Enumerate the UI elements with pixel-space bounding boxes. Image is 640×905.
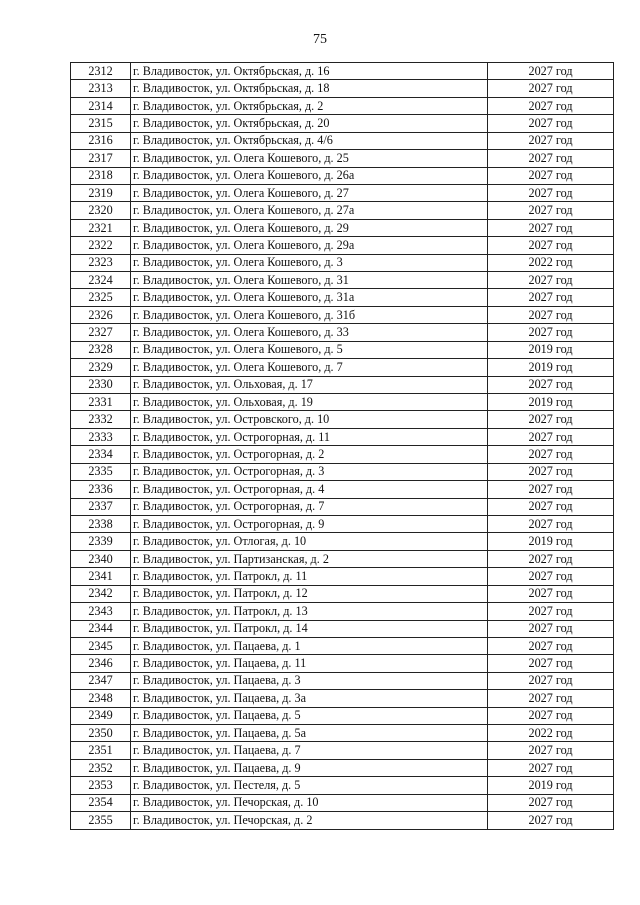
- row-address: г. Владивосток, ул. Октябрьская, д. 18: [131, 80, 488, 97]
- table-row: [71, 533, 614, 550]
- table-row: [71, 725, 614, 742]
- row-address: г. Владивосток, ул. Октябрьская, д. 4/6: [131, 132, 488, 149]
- row-address: г. Владивосток, ул. Олега Кошевого, д. 27а: [131, 202, 488, 219]
- table-row: [71, 359, 614, 376]
- table-row: [71, 759, 614, 776]
- table-row: [71, 272, 614, 289]
- row-year: 2027 год: [488, 742, 614, 759]
- row-address: г. Владивосток, ул. Пестеля, д. 5: [131, 777, 488, 794]
- row-year: 2027 год: [488, 289, 614, 306]
- row-address: г. Владивосток, ул. Печорская, д. 10: [131, 794, 488, 811]
- row-address: г. Владивосток, ул. Острогорная, д. 4: [131, 481, 488, 498]
- row-number: 2339: [71, 533, 131, 550]
- row-number: 2314: [71, 97, 131, 114]
- row-address: г. Владивосток, ул. Ольховая, д. 19: [131, 394, 488, 411]
- row-year: 2027 год: [488, 272, 614, 289]
- table-row: [71, 672, 614, 689]
- row-number: 2350: [71, 725, 131, 742]
- row-year: 2027 год: [488, 97, 614, 114]
- row-year: 2027 год: [488, 324, 614, 341]
- row-address: г. Владивосток, ул. Олега Кошевого, д. 26а: [131, 167, 488, 184]
- row-year: 2027 год: [488, 202, 614, 219]
- table-row: [71, 324, 614, 341]
- table-row: [71, 603, 614, 620]
- table-row: [71, 80, 614, 97]
- row-address: г. Владивосток, ул. Олега Кошевого, д. 3: [131, 254, 488, 271]
- table-row: [71, 794, 614, 811]
- row-year: 2019 год: [488, 777, 614, 794]
- table-row: [71, 446, 614, 463]
- row-address: г. Владивосток, ул. Пацаева, д. 5а: [131, 725, 488, 742]
- row-address: г. Владивосток, ул. Острогорная, д. 3: [131, 463, 488, 480]
- table-row: [71, 812, 614, 829]
- row-year: 2022 год: [488, 254, 614, 271]
- row-address: г. Владивосток, ул. Патрокл, д. 12: [131, 585, 488, 602]
- row-year: 2027 год: [488, 672, 614, 689]
- row-number: 2335: [71, 463, 131, 480]
- table-row: [71, 184, 614, 201]
- row-year: 2027 год: [488, 481, 614, 498]
- row-year: 2022 год: [488, 725, 614, 742]
- row-year: 2027 год: [488, 306, 614, 323]
- table-row: [71, 655, 614, 672]
- row-year: 2027 год: [488, 411, 614, 428]
- table-row: [71, 568, 614, 585]
- row-year: 2027 год: [488, 167, 614, 184]
- table-row: [71, 707, 614, 724]
- row-number: 2312: [71, 63, 131, 80]
- row-number: 2353: [71, 777, 131, 794]
- table-row: [71, 481, 614, 498]
- row-number: 2322: [71, 237, 131, 254]
- table-row: [71, 777, 614, 794]
- row-year: 2019 год: [488, 394, 614, 411]
- row-number: 2318: [71, 167, 131, 184]
- row-number: 2321: [71, 219, 131, 236]
- row-number: 2329: [71, 359, 131, 376]
- row-number: 2330: [71, 376, 131, 393]
- row-number: 2336: [71, 481, 131, 498]
- housing-registry-table: [70, 62, 614, 830]
- table-row: [71, 254, 614, 271]
- row-address: г. Владивосток, ул. Олега Кошевого, д. 29а: [131, 237, 488, 254]
- row-address: г. Владивосток, ул. Пацаева, д. 11: [131, 655, 488, 672]
- table-row: [71, 150, 614, 167]
- row-year: 2027 год: [488, 237, 614, 254]
- row-number: 2346: [71, 655, 131, 672]
- row-address: г. Владивосток, ул. Патрокл, д. 11: [131, 568, 488, 585]
- row-number: 2324: [71, 272, 131, 289]
- row-number: 2345: [71, 637, 131, 654]
- row-number: 2351: [71, 742, 131, 759]
- table-row: [71, 341, 614, 358]
- row-year: 2027 год: [488, 463, 614, 480]
- row-address: г. Владивосток, ул. Октябрьская, д. 16: [131, 63, 488, 80]
- row-number: 2313: [71, 80, 131, 97]
- row-address: г. Владивосток, ул. Ольховая, д. 17: [131, 376, 488, 393]
- row-number: 2332: [71, 411, 131, 428]
- row-address: г. Владивосток, ул. Острогорная, д. 2: [131, 446, 488, 463]
- row-year: 2027 год: [488, 603, 614, 620]
- table-row: [71, 498, 614, 515]
- table-row: [71, 394, 614, 411]
- row-year: 2027 год: [488, 219, 614, 236]
- row-number: 2326: [71, 306, 131, 323]
- table-row: [71, 132, 614, 149]
- table-row: [71, 620, 614, 637]
- table-row: [71, 202, 614, 219]
- row-number: 2343: [71, 603, 131, 620]
- row-year: 2019 год: [488, 359, 614, 376]
- row-number: 2347: [71, 672, 131, 689]
- row-number: 2334: [71, 446, 131, 463]
- table-row: [71, 585, 614, 602]
- row-number: 2333: [71, 428, 131, 445]
- table-row: [71, 376, 614, 393]
- row-year: 2027 год: [488, 655, 614, 672]
- row-year: 2027 год: [488, 150, 614, 167]
- row-address: г. Владивосток, ул. Острогорная, д. 11: [131, 428, 488, 445]
- table-row: [71, 237, 614, 254]
- table-row: [71, 115, 614, 132]
- row-address: г. Владивосток, ул. Олега Кошевого, д. 31б: [131, 306, 488, 323]
- row-number: 2341: [71, 568, 131, 585]
- table-row: [71, 550, 614, 567]
- row-number: 2348: [71, 690, 131, 707]
- row-address: г. Владивосток, ул. Печорская, д. 2: [131, 812, 488, 829]
- table-row: [71, 463, 614, 480]
- row-address: г. Владивосток, ул. Олега Кошевого, д. 27: [131, 184, 488, 201]
- row-year: 2019 год: [488, 341, 614, 358]
- row-address: г. Владивосток, ул. Пацаева, д. 1: [131, 637, 488, 654]
- row-address: г. Владивосток, ул. Островского, д. 10: [131, 411, 488, 428]
- row-year: 2027 год: [488, 515, 614, 532]
- row-number: 2340: [71, 550, 131, 567]
- table-row: [71, 219, 614, 236]
- row-address: г. Владивосток, ул. Октябрьская, д. 20: [131, 115, 488, 132]
- row-year: 2019 год: [488, 533, 614, 550]
- registry-table-body: [71, 63, 614, 830]
- row-number: 2323: [71, 254, 131, 271]
- row-address: г. Владивосток, ул. Пацаева, д. 7: [131, 742, 488, 759]
- row-number: 2352: [71, 759, 131, 776]
- row-address: г. Владивосток, ул. Пацаева, д. 5: [131, 707, 488, 724]
- row-address: г. Владивосток, ул. Олега Кошевого, д. 29: [131, 219, 488, 236]
- row-address: г. Владивосток, ул. Олега Кошевого, д. 7: [131, 359, 488, 376]
- table-row: [71, 428, 614, 445]
- row-address: г. Владивосток, ул. Олега Кошевого, д. 5: [131, 341, 488, 358]
- row-year: 2027 год: [488, 620, 614, 637]
- row-address: г. Владивосток, ул. Патрокл, д. 14: [131, 620, 488, 637]
- table-row: [71, 411, 614, 428]
- row-address: г. Владивосток, ул. Патрокл, д. 13: [131, 603, 488, 620]
- table-row: [71, 289, 614, 306]
- table-row: [71, 690, 614, 707]
- row-year: 2027 год: [488, 80, 614, 97]
- row-year: 2027 год: [488, 794, 614, 811]
- row-year: 2027 год: [488, 446, 614, 463]
- row-year: 2027 год: [488, 550, 614, 567]
- table-row: [71, 637, 614, 654]
- row-year: 2027 год: [488, 812, 614, 829]
- row-year: 2027 год: [488, 585, 614, 602]
- row-year: 2027 год: [488, 759, 614, 776]
- row-number: 2328: [71, 341, 131, 358]
- row-number: 2315: [71, 115, 131, 132]
- row-address: г. Владивосток, ул. Отлогая, д. 10: [131, 533, 488, 550]
- table-row: [71, 97, 614, 114]
- row-number: 2325: [71, 289, 131, 306]
- row-year: 2027 год: [488, 376, 614, 393]
- row-number: 2331: [71, 394, 131, 411]
- row-year: 2027 год: [488, 707, 614, 724]
- row-address: г. Владивосток, ул. Острогорная, д. 9: [131, 515, 488, 532]
- row-address: г. Владивосток, ул. Пацаева, д. 3: [131, 672, 488, 689]
- row-number: 2355: [71, 812, 131, 829]
- table-row: [71, 742, 614, 759]
- row-year: 2027 год: [488, 428, 614, 445]
- row-number: 2316: [71, 132, 131, 149]
- table-row: [71, 63, 614, 80]
- row-address: г. Владивосток, ул. Олега Кошевого, д. 31: [131, 272, 488, 289]
- row-year: 2027 год: [488, 115, 614, 132]
- table-row: [71, 167, 614, 184]
- row-address: г. Владивосток, ул. Олега Кошевого, д. 25: [131, 150, 488, 167]
- row-address: г. Владивосток, ул. Олега Кошевого, д. 31а: [131, 289, 488, 306]
- row-address: г. Владивосток, ул. Партизанская, д. 2: [131, 550, 488, 567]
- row-year: 2027 год: [488, 690, 614, 707]
- row-year: 2027 год: [488, 63, 614, 80]
- row-address: г. Владивосток, ул. Октябрьская, д. 2: [131, 97, 488, 114]
- row-address: г. Владивосток, ул. Острогорная, д. 7: [131, 498, 488, 515]
- row-year: 2027 год: [488, 132, 614, 149]
- table-row: [71, 515, 614, 532]
- row-number: 2344: [71, 620, 131, 637]
- row-number: 2342: [71, 585, 131, 602]
- row-number: 2327: [71, 324, 131, 341]
- row-number: 2317: [71, 150, 131, 167]
- row-year: 2027 год: [488, 637, 614, 654]
- row-year: 2027 год: [488, 568, 614, 585]
- row-number: 2337: [71, 498, 131, 515]
- row-address: г. Владивосток, ул. Олега Кошевого, д. 33: [131, 324, 488, 341]
- row-address: г. Владивосток, ул. Пацаева, д. 3а: [131, 690, 488, 707]
- row-year: 2027 год: [488, 184, 614, 201]
- row-number: 2338: [71, 515, 131, 532]
- row-number: 2354: [71, 794, 131, 811]
- row-number: 2319: [71, 184, 131, 201]
- page-number: 75: [313, 32, 327, 47]
- row-address: г. Владивосток, ул. Пацаева, д. 9: [131, 759, 488, 776]
- row-number: 2320: [71, 202, 131, 219]
- row-year: 2027 год: [488, 498, 614, 515]
- row-number: 2349: [71, 707, 131, 724]
- table-row: [71, 306, 614, 323]
